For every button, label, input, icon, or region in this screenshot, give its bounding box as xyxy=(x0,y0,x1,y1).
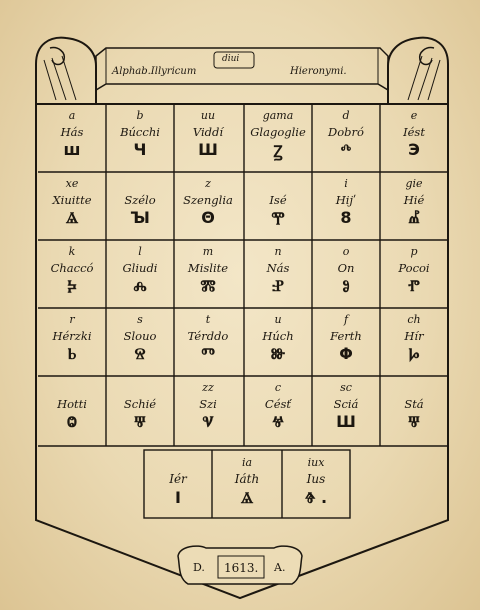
letter-name: Nás xyxy=(266,261,290,275)
glagolitic-glyph: Ш xyxy=(198,140,218,159)
glagolitic-glyph: Ⱆ xyxy=(270,344,286,363)
latin-value: n xyxy=(274,245,282,258)
letter-name: Iést xyxy=(403,125,425,139)
letter-name: Búcchi xyxy=(120,125,160,139)
letter-cell xyxy=(106,104,174,172)
letter-cell xyxy=(38,376,106,446)
latin-value: f xyxy=(343,313,349,326)
latin-value: o xyxy=(342,245,350,258)
glagolitic-glyph: Θ xyxy=(201,208,215,227)
letter-name: On xyxy=(337,261,355,275)
latin-value: m xyxy=(202,245,214,258)
date-year: 1613. xyxy=(224,561,259,575)
letter-cell xyxy=(380,240,448,308)
letter-cell xyxy=(174,104,242,172)
glagolitic-glyph: Ⱌ xyxy=(202,412,214,431)
latin-value: k xyxy=(68,245,76,258)
left-scroll-icon xyxy=(36,38,96,104)
letter-name: Glagoglie xyxy=(250,125,306,139)
letter-cell xyxy=(106,308,174,376)
letter-name: Térddo xyxy=(187,329,229,343)
letter-cell xyxy=(312,376,380,446)
letter-name: Schié xyxy=(123,397,157,411)
latin-value: ia xyxy=(241,456,253,469)
glagolitic-glyph: Ш xyxy=(336,412,356,431)
letter-cell-bottom xyxy=(144,450,212,518)
latin-value: r xyxy=(69,313,75,326)
letter-name: Isé xyxy=(269,193,287,207)
letter-name: Iáth xyxy=(234,472,260,486)
glagolitic-glyph: Ⱃ xyxy=(67,344,77,363)
letter-name: Hír xyxy=(404,329,424,343)
letter-name: Hijʹ xyxy=(335,193,357,207)
glagolitic-glyph: Ⰽ xyxy=(67,276,77,295)
latin-value: gie xyxy=(405,177,423,190)
letter-name: Iér xyxy=(169,472,187,486)
letter-cell xyxy=(174,308,242,376)
letter-cell xyxy=(312,240,380,308)
latin-value: i xyxy=(344,177,348,190)
banner-title-right: Hieronymi. xyxy=(290,66,347,77)
glagolitic-glyph: Ⰼ xyxy=(408,208,420,227)
letter-name: Hié xyxy=(403,193,425,207)
letter-name: Ferth xyxy=(330,329,362,343)
letter-cell xyxy=(38,104,106,172)
letter-name: Sciá xyxy=(333,397,359,411)
latin-value: a xyxy=(68,109,76,122)
glagolitic-glyph: Ⰹ xyxy=(271,208,285,227)
latin-value: t xyxy=(205,313,211,326)
letter-name: Hás xyxy=(60,125,84,139)
letter-name: Mislite xyxy=(187,261,229,275)
letter-cell xyxy=(106,376,174,446)
glagolitic-glyph: ш xyxy=(63,140,81,159)
date-suffix: A. xyxy=(274,561,286,574)
latin-value: s xyxy=(137,313,143,326)
letter-cell xyxy=(244,240,312,308)
glagolitic-glyph: Φ xyxy=(339,344,353,363)
right-scroll-icon xyxy=(388,38,448,104)
letter-cell xyxy=(244,308,312,376)
letter-name: Xiuitte xyxy=(52,193,92,207)
letter-cell xyxy=(174,376,242,446)
letter-name: Szi xyxy=(199,397,217,411)
glagolitic-glyph: Ⱄ xyxy=(134,344,146,363)
glagolitic-glyph: ⰴ xyxy=(340,140,352,159)
latin-value: e xyxy=(410,109,418,122)
glagolitic-glyph: Ч xyxy=(133,140,147,159)
letter-name: Stá xyxy=(404,397,424,411)
glagolitic-glyph: Э xyxy=(408,140,420,159)
letter-cell xyxy=(312,172,380,240)
letter-cell xyxy=(380,376,448,446)
letter-cell-bottom xyxy=(282,450,350,518)
glagolitic-glyph: Ⰾ xyxy=(133,276,147,295)
letter-cell-bottom xyxy=(213,450,281,518)
latin-value: d xyxy=(342,109,350,122)
banner-title-left: Alphab.Illyricum xyxy=(112,66,197,77)
latin-value: p xyxy=(410,245,418,258)
letter-name: Chaccó xyxy=(50,261,94,275)
letter-name: Ius xyxy=(306,472,326,486)
glagolitic-glyph: Ⱍ xyxy=(272,412,284,431)
glagolitic-glyph: Ⱁ xyxy=(342,276,350,295)
letter-cell xyxy=(312,308,380,376)
letter-cell xyxy=(106,172,174,240)
letter-cell xyxy=(380,104,448,172)
letter-name: Pocoi xyxy=(398,261,430,275)
letter-cell xyxy=(106,240,174,308)
letter-cell xyxy=(380,172,448,240)
letter-cell xyxy=(38,240,106,308)
glagolitic-glyph: Ⱉ xyxy=(67,412,77,431)
latin-value: b xyxy=(136,109,144,122)
latin-value: ch xyxy=(407,313,421,326)
glagolitic-glyph: Ⰿ xyxy=(200,276,216,295)
letter-cell xyxy=(312,104,380,172)
latin-value: uu xyxy=(200,109,216,122)
glagolitic-glyph: Ꙁ xyxy=(273,142,283,161)
letter-cell xyxy=(244,172,312,240)
latin-value: zz xyxy=(202,381,214,394)
latin-value: u xyxy=(274,313,282,326)
glagolitic-glyph: Ⱖ . xyxy=(304,488,328,507)
letter-name: Slouo xyxy=(123,329,157,343)
letter-name: Hérzki xyxy=(52,329,92,343)
letter-cell xyxy=(174,240,242,308)
latin-value: sc xyxy=(340,381,352,394)
latin-value: c xyxy=(274,381,282,394)
letter-name: Húch xyxy=(262,329,294,343)
glagolitic-glyph: Ⱅ xyxy=(201,344,215,363)
glagolitic-glyph: Ⱋ xyxy=(408,412,420,431)
banner-title-middle: diui xyxy=(222,54,240,64)
glagolitic-glyph: Ⱑ xyxy=(65,208,79,227)
letter-cell xyxy=(380,308,448,376)
latin-value: gama xyxy=(262,109,294,122)
letter-name: Césť xyxy=(264,397,292,411)
letter-cell xyxy=(244,104,312,172)
glagolitic-glyph: I xyxy=(175,488,181,507)
letter-name: Dobró xyxy=(328,125,364,139)
glagolitic-glyph: Ⱈ xyxy=(408,344,420,363)
glagolitic-glyph: Ꙑ xyxy=(130,208,150,227)
latin-value: l xyxy=(138,245,142,258)
letter-cell xyxy=(38,172,106,240)
letter-name: Hotti xyxy=(57,397,87,411)
letter-cell xyxy=(38,308,106,376)
glagolitic-glyph: Ⱑ xyxy=(240,488,254,507)
latin-value: xe xyxy=(65,177,79,190)
letter-name: Gliudi xyxy=(122,261,158,275)
letter-cell xyxy=(174,172,242,240)
letter-name: Szenglia xyxy=(183,193,233,207)
latin-value: iux xyxy=(307,456,325,469)
latin-value: z xyxy=(205,177,211,190)
letter-name: Szélo xyxy=(124,193,156,207)
letter-name: Viddí xyxy=(192,125,224,139)
glagolitic-glyph: 8 xyxy=(340,208,352,227)
glagolitic-glyph: Ⱀ xyxy=(272,276,284,295)
glagolitic-glyph: Ⱋ xyxy=(134,412,146,431)
glagolitic-glyph: Ⱂ xyxy=(408,276,420,295)
date-prefix: D. xyxy=(193,561,205,574)
letter-cell xyxy=(244,376,312,446)
